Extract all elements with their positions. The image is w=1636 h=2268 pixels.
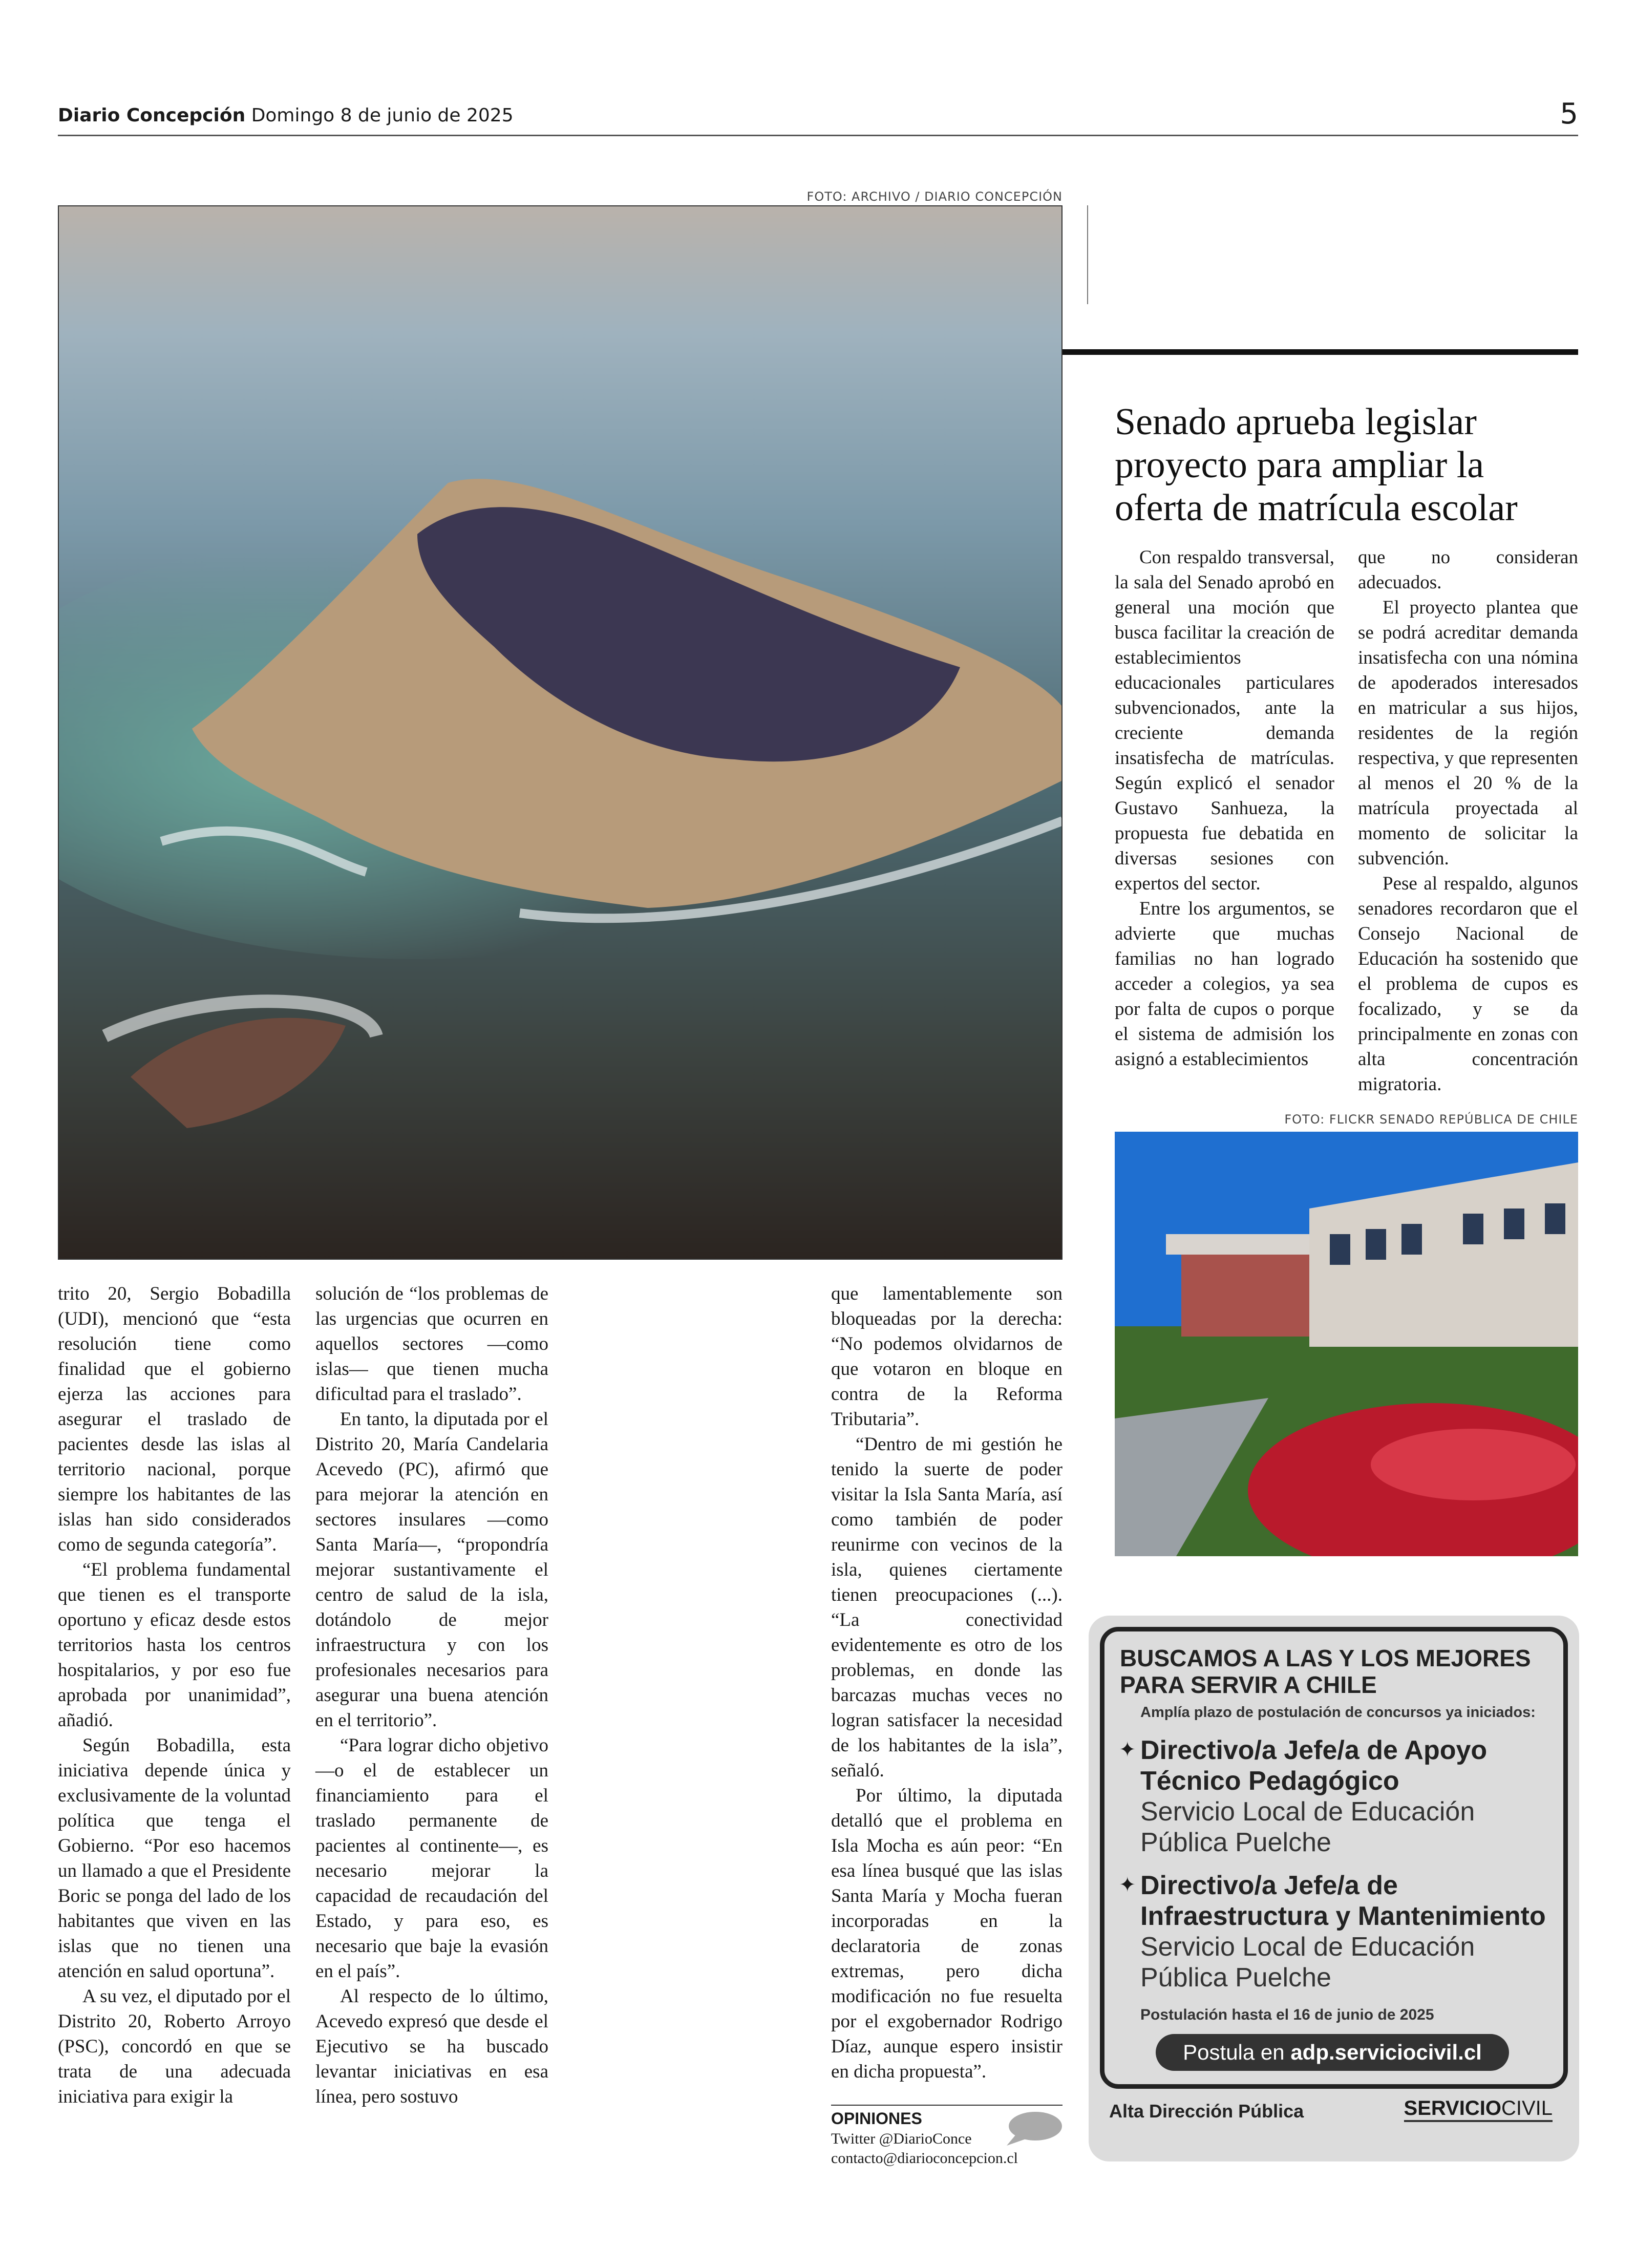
paper-name: Diario Concepción bbox=[58, 105, 246, 126]
paragraph: “Dentro de mi gestión he tenido la suerte de poder visitar la Isla Santa María, así como también de poder reunirme con vecinos de la isla, quienes ciertamente tienen preocupaciones (...). “La conectividad evidentemente es otro de los problemas, en donde las barcazas muchas veces no logran satisfacer la necesidad de los habitantes de la isla”, señaló. bbox=[831, 1434, 1063, 1781]
job-title: Directivo/a Jefe/a de Infraestructura y Mantenimiento bbox=[1140, 1871, 1546, 1931]
senate-building-photo bbox=[1115, 1132, 1578, 1556]
side-article-columns bbox=[1115, 545, 1578, 1097]
logo-part-a: SERVICIO bbox=[1404, 2097, 1501, 2119]
side-article-col2 bbox=[1358, 545, 1578, 1097]
job-title: Directivo/a Jefe/a de Apoyo Técnico Pedagógico bbox=[1140, 1735, 1488, 1796]
ad-deadline: Postulación hasta el 16 de junio de 2025 bbox=[1140, 2006, 1434, 2023]
paragraph: Por último, la diputada detalló que el problema en Isla Mocha es aún peor: “En esa línea busqué que las islas Santa María y Mocha fueran incorporadas en la declaratoria de zonas extremas, pero dicha modificación no fue resuelta por el exgobernador Rodrigo Díaz, aunque espero insistir en dicha propuesta”. bbox=[831, 1785, 1063, 2082]
main-article-col3-wrap bbox=[831, 1281, 1063, 2168]
ad-frame bbox=[1100, 1627, 1568, 2089]
page-header bbox=[58, 105, 514, 126]
cta-url[interactable]: adp.serviciocivil.cl bbox=[1290, 2040, 1482, 2064]
job-org: Servicio Local de Educación Pública Puelche bbox=[1140, 1932, 1475, 1993]
job-org: Servicio Local de Educación Pública Puelche bbox=[1140, 1797, 1475, 1857]
paragraph: “Para lograr dicho objetivo —o el de establecer un financiamiento para el traslado permanente de pacientes al continente—, es necesario mejorar la capacidad de recaudación del Estado, y para eso, es necesario que baje la evasión en el país”. bbox=[315, 1735, 548, 1982]
ad-footer bbox=[1100, 2089, 1568, 2122]
issue-date: Domingo 8 de junio de 2025 bbox=[251, 105, 514, 126]
speech-bubble-icon bbox=[1004, 2111, 1063, 2147]
main-article-col2 bbox=[315, 1281, 548, 2109]
twitter-handle[interactable]: Twitter @DiarioConce bbox=[831, 2130, 972, 2147]
ad-headline-1: BUSCAMOS A LAS Y LOS MEJORES bbox=[1120, 1645, 1531, 1671]
paragraph: solución de “los problemas de las urgencias que ocurren en aquellos sectores —como islas— que tienen mucha dificultad para el traslado”. bbox=[315, 1283, 548, 1405]
paragraph: Pese al respaldo, algunos senadores recordaron que el Consejo Nacional de Educación ha sostenido que el problema de cupos es focalizado, y se da principalmente en zonas con alta concentración migratoria. bbox=[1358, 873, 1578, 1095]
paragraph: Con respaldo transversal, la sala del Senado aprobó en general una moción que busca facilitar la creación de establecimientos educacionales particulares subvencionados, ante la creciente demanda insatisfecha de matrículas. Según explicó el senador Gustavo Sanhueza, la propuesta fue debatida en diversas sesiones con expertos del sector. bbox=[1115, 547, 1334, 894]
job-listing bbox=[1120, 1870, 1553, 1993]
main-article-col1 bbox=[58, 1281, 291, 2109]
opinions-box bbox=[831, 2106, 1063, 2168]
page-number: 5 bbox=[1560, 97, 1578, 131]
paragraph: Entre los argumentos, se advierte que muchas familias no han logrado acceder a colegios, ya sea por falta de cupos o porque el sistema de admisión los asignó a establecimientos bbox=[1115, 898, 1334, 1070]
side-article bbox=[1115, 400, 1578, 1556]
main-photo-credit: FOTO: ARCHIVO / DIARIO CONCEPCIÓN bbox=[806, 189, 1063, 204]
servicio-civil-ad bbox=[1089, 1616, 1579, 2161]
paragraph: A su vez, el diputado por el Distrito 20, Roberto Arroyo (PSC), concordó en que se trata de una adecuada iniciativa para exigir la bbox=[58, 1986, 291, 2107]
star-bullet-icon: ✦ bbox=[1119, 1739, 1136, 1761]
island-aerial-photo bbox=[58, 205, 1063, 1260]
ad-headline-2: PARA SERVIR A CHILE bbox=[1120, 1671, 1377, 1698]
paragraph: que lamentablemente son bloqueadas por la derecha: “No podemos olvidarnos de que votaron en bloque en contra de la Reforma Tributaria”. bbox=[831, 1283, 1063, 1430]
senate-photo-credit: FOTO: FLICKR SENADO REPÚBLICA DE CHILE bbox=[1284, 1112, 1578, 1127]
contact-email[interactable]: contacto@diarioconcepcion.cl bbox=[831, 2150, 1018, 2167]
opinions-title: OPINIONES bbox=[831, 2109, 922, 2128]
star-bullet-icon: ✦ bbox=[1119, 1874, 1136, 1896]
job-listing bbox=[1120, 1735, 1553, 1858]
paragraph: que no consideran adecuados. bbox=[1358, 547, 1578, 593]
servicio-civil-logo bbox=[1404, 2097, 1553, 2122]
apply-link-button[interactable] bbox=[1156, 2034, 1509, 2071]
side-article-col1 bbox=[1115, 545, 1334, 1097]
header-rule bbox=[58, 135, 1578, 136]
ad-subtitle: Amplía plazo de postulación de concursos ya iniciados: bbox=[1140, 1704, 1536, 1721]
paragraph: Al respecto de lo último, Acevedo expresó que desde el Ejecutivo se ha buscado levantar iniciativas en esa línea, pero sostuvo bbox=[315, 1986, 548, 2107]
paragraph: El proyecto plantea que se podrá acreditar demanda insatisfecha con una nómina de apoderados interesados en matricular a sus hijos, residentes de la región respectiva, y que representen al menos el 20 % de la matrícula proyectada al momento de solicitar la subvención. bbox=[1358, 597, 1578, 869]
section-rule bbox=[1063, 349, 1578, 355]
column-divider bbox=[1087, 205, 1088, 304]
ad-footer-label: Alta Dirección Pública bbox=[1109, 2101, 1304, 2122]
logo-part-b: CIVIL bbox=[1501, 2097, 1553, 2119]
side-article-headline: Senado aprueba legislar proyecto para ampliar la oferta de matrícula escolar bbox=[1115, 401, 1518, 529]
paragraph: “El problema fundamental que tienen es el transporte oportuno y eficaz desde estos territorios hasta los centros hospitalarios, y por eso fue aprobada por unanimidad”, añadió. bbox=[58, 1559, 291, 1731]
cta-prefix: Postula en bbox=[1183, 2040, 1291, 2064]
paragraph: Según Bobadilla, esta iniciativa depende única y exclusivamente de la voluntad política que tenga el Gobierno. “Por eso hacemos un llamado a que el Presidente Boric se ponga del lado de los habitantes que viven en las islas que no tienen una atención en salud oportuna”. bbox=[58, 1735, 291, 1982]
main-article-col3 bbox=[831, 1281, 1063, 2084]
paragraph: En tanto, la diputada por el Distrito 20, María Candelaria Acevedo (PC), afirmó que para mejorar la atención en sectores insulares —como Santa María—, “propondría mejorar sustantivamente el centro de salud de la isla, dotándolo de mejor infraestructura y con los profesionales necesarios para asegurar una buena atención en el territorio”. bbox=[315, 1409, 548, 1731]
paragraph: trito 20, Sergio Bobadilla (UDI), mencionó que “esta resolución tiene como finalidad que el gobierno ejerza las acciones para asegurar el traslado de pacientes desde las islas al territorio nacional, porque siempre los habitantes de las islas han sido considerados como de segunda categoría”. bbox=[58, 1283, 291, 1555]
